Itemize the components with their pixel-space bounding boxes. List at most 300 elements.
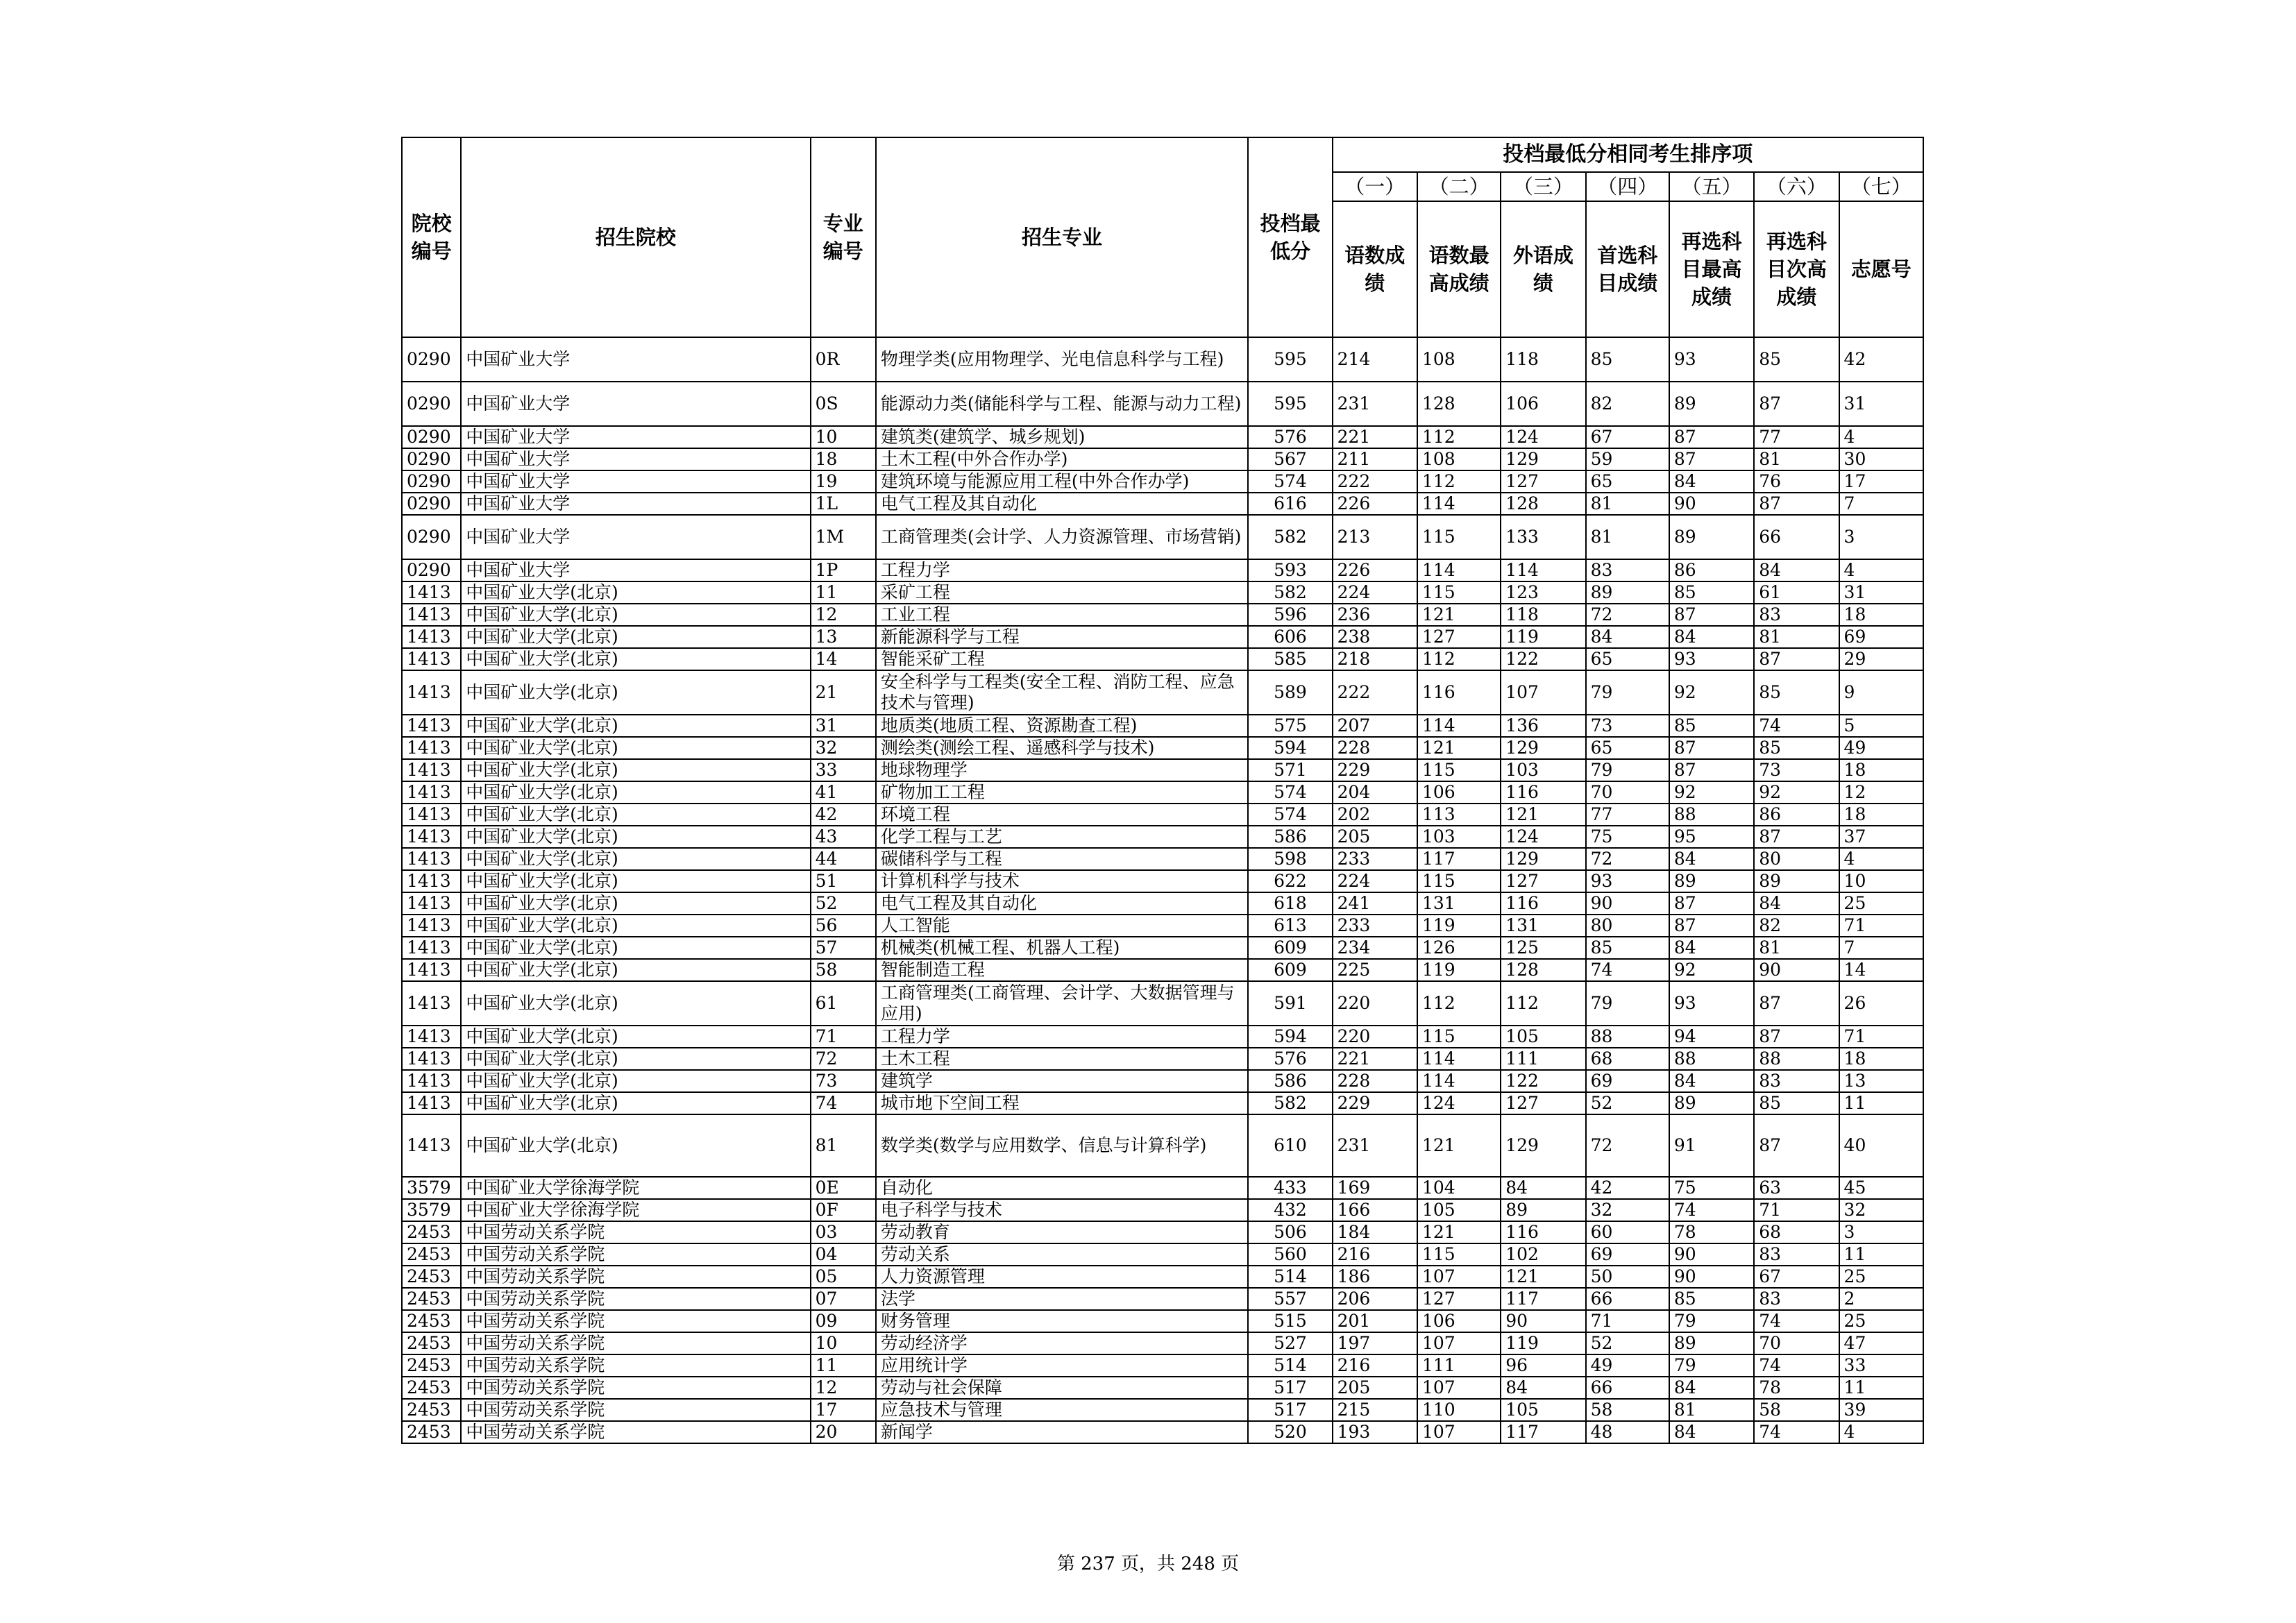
table-row bbox=[402, 1310, 1923, 1332]
table-row bbox=[402, 759, 1923, 781]
score-3-cell: 103 bbox=[1501, 759, 1585, 781]
min-score-cell: 595 bbox=[1248, 382, 1332, 426]
choice-number-cell: 11 bbox=[1839, 1092, 1923, 1114]
score-5-cell: 84 bbox=[1669, 470, 1754, 493]
score-4-cell: 32 bbox=[1586, 1199, 1669, 1221]
score-2-cell: 105 bbox=[1417, 1199, 1501, 1221]
min-score-cell: 598 bbox=[1248, 848, 1332, 870]
min-score-cell: 514 bbox=[1248, 1354, 1332, 1377]
school-name-cell: 中国矿业大学(北京) bbox=[461, 1070, 810, 1092]
major-name-cell: 电子科学与技术 bbox=[876, 1199, 1248, 1221]
score-2-cell: 128 bbox=[1417, 382, 1501, 426]
header-sub-number: （五） bbox=[1669, 172, 1754, 201]
score-3-cell: 121 bbox=[1501, 804, 1585, 826]
min-score-cell: 606 bbox=[1248, 626, 1332, 648]
score-4-cell: 70 bbox=[1586, 781, 1669, 804]
school-code-cell: 1413 bbox=[402, 937, 461, 959]
table-body bbox=[402, 337, 1923, 1443]
choice-number-cell: 25 bbox=[1839, 1266, 1923, 1288]
score-6-cell: 87 bbox=[1754, 493, 1839, 515]
score-4-cell: 65 bbox=[1586, 648, 1669, 670]
school-name-cell: 中国矿业大学 bbox=[461, 559, 810, 581]
score-5-cell: 86 bbox=[1669, 559, 1754, 581]
school-code-cell: 0290 bbox=[402, 470, 461, 493]
school-code-cell: 1413 bbox=[402, 981, 461, 1026]
score-2-cell: 114 bbox=[1417, 559, 1501, 581]
school-name-cell: 中国矿业大学(北京) bbox=[461, 581, 810, 604]
school-name-cell: 中国矿业大学(北京) bbox=[461, 604, 810, 626]
score-2-cell: 117 bbox=[1417, 848, 1501, 870]
school-code-cell: 1413 bbox=[402, 715, 461, 737]
school-code-cell: 0290 bbox=[402, 382, 461, 426]
score-2-cell: 114 bbox=[1417, 1048, 1501, 1070]
min-score-cell: 594 bbox=[1248, 737, 1332, 759]
score-1-cell: 205 bbox=[1333, 1377, 1417, 1399]
score-1-cell: 236 bbox=[1333, 604, 1417, 626]
header-sub-number: （七） bbox=[1839, 172, 1923, 201]
table-row bbox=[402, 826, 1923, 848]
score-1-cell: 233 bbox=[1333, 915, 1417, 937]
min-score-cell: 432 bbox=[1248, 1199, 1332, 1221]
major-name-cell: 采矿工程 bbox=[876, 581, 1248, 604]
major-name-cell: 矿物加工工程 bbox=[876, 781, 1248, 804]
score-4-cell: 84 bbox=[1586, 626, 1669, 648]
table-row bbox=[402, 737, 1923, 759]
min-score-cell: 585 bbox=[1248, 648, 1332, 670]
admission-table bbox=[401, 137, 1924, 1444]
score-5-cell: 87 bbox=[1669, 604, 1754, 626]
major-code-cell: 05 bbox=[811, 1266, 876, 1288]
score-1-cell: 220 bbox=[1333, 981, 1417, 1026]
school-name-cell: 中国矿业大学(北京) bbox=[461, 737, 810, 759]
table-row bbox=[402, 892, 1923, 915]
school-name-cell: 中国矿业大学(北京) bbox=[461, 759, 810, 781]
table-row bbox=[402, 781, 1923, 804]
score-6-cell: 63 bbox=[1754, 1177, 1839, 1199]
major-name-cell: 测绘类(测绘工程、遥感科学与技术) bbox=[876, 737, 1248, 759]
min-score-cell: 586 bbox=[1248, 1070, 1332, 1092]
school-name-cell: 中国矿业大学(北京) bbox=[461, 981, 810, 1026]
score-3-cell: 89 bbox=[1501, 1199, 1585, 1221]
score-3-cell: 118 bbox=[1501, 604, 1585, 626]
score-1-cell: 166 bbox=[1333, 1199, 1417, 1221]
score-3-cell: 121 bbox=[1501, 1266, 1585, 1288]
table-row bbox=[402, 1399, 1923, 1421]
score-5-cell: 84 bbox=[1669, 937, 1754, 959]
school-name-cell: 中国矿业大学(北京) bbox=[461, 670, 810, 715]
score-3-cell: 116 bbox=[1501, 892, 1585, 915]
major-code-cell: 0F bbox=[811, 1199, 876, 1221]
major-code-cell: 57 bbox=[811, 937, 876, 959]
major-name-cell: 应用统计学 bbox=[876, 1354, 1248, 1377]
score-6-cell: 61 bbox=[1754, 581, 1839, 604]
score-1-cell: 231 bbox=[1333, 1114, 1417, 1177]
major-name-cell: 智能采矿工程 bbox=[876, 648, 1248, 670]
school-code-cell: 1413 bbox=[402, 1092, 461, 1114]
score-1-cell: 204 bbox=[1333, 781, 1417, 804]
score-3-cell: 114 bbox=[1501, 559, 1585, 581]
major-code-cell: 12 bbox=[811, 1377, 876, 1399]
school-code-cell: 1413 bbox=[402, 737, 461, 759]
major-code-cell: 44 bbox=[811, 848, 876, 870]
major-name-cell: 工商管理类(会计学、人力资源管理、市场营销) bbox=[876, 515, 1248, 559]
min-score-cell: 576 bbox=[1248, 426, 1332, 448]
min-score-cell: 582 bbox=[1248, 1092, 1332, 1114]
score-3-cell: 105 bbox=[1501, 1399, 1585, 1421]
table-row bbox=[402, 581, 1923, 604]
score-6-cell: 90 bbox=[1754, 959, 1839, 981]
score-2-cell: 131 bbox=[1417, 892, 1501, 915]
score-1-cell: 226 bbox=[1333, 559, 1417, 581]
score-3-cell: 96 bbox=[1501, 1354, 1585, 1377]
school-name-cell: 中国劳动关系学院 bbox=[461, 1221, 810, 1243]
score-3-cell: 111 bbox=[1501, 1048, 1585, 1070]
min-score-cell: 609 bbox=[1248, 959, 1332, 981]
table-row bbox=[402, 1092, 1923, 1114]
major-code-cell: 09 bbox=[811, 1310, 876, 1332]
school-name-cell: 中国矿业大学 bbox=[461, 493, 810, 515]
score-2-cell: 111 bbox=[1417, 1354, 1501, 1377]
major-code-cell: 1L bbox=[811, 493, 876, 515]
major-code-cell: 41 bbox=[811, 781, 876, 804]
major-name-cell: 工程力学 bbox=[876, 1026, 1248, 1048]
choice-number-cell: 2 bbox=[1839, 1288, 1923, 1310]
score-6-cell: 81 bbox=[1754, 448, 1839, 470]
min-score-cell: 589 bbox=[1248, 670, 1332, 715]
school-code-cell: 1413 bbox=[402, 1026, 461, 1048]
school-code-cell: 0290 bbox=[402, 515, 461, 559]
min-score-cell: 520 bbox=[1248, 1421, 1332, 1443]
score-3-cell: 129 bbox=[1501, 848, 1585, 870]
min-score-cell: 574 bbox=[1248, 470, 1332, 493]
score-5-cell: 84 bbox=[1669, 1070, 1754, 1092]
score-2-cell: 112 bbox=[1417, 470, 1501, 493]
min-score-cell: 517 bbox=[1248, 1377, 1332, 1399]
score-3-cell: 106 bbox=[1501, 382, 1585, 426]
school-name-cell: 中国劳动关系学院 bbox=[461, 1421, 810, 1443]
score-4-cell: 82 bbox=[1586, 382, 1669, 426]
score-5-cell: 87 bbox=[1669, 915, 1754, 937]
score-4-cell: 81 bbox=[1586, 515, 1669, 559]
choice-number-cell: 9 bbox=[1839, 670, 1923, 715]
score-4-cell: 79 bbox=[1586, 981, 1669, 1026]
score-3-cell: 84 bbox=[1501, 1177, 1585, 1199]
major-name-cell: 工商管理类(工商管理、会计学、大数据管理与应用) bbox=[876, 981, 1248, 1026]
score-6-cell: 84 bbox=[1754, 892, 1839, 915]
score-2-cell: 115 bbox=[1417, 515, 1501, 559]
school-name-cell: 中国劳动关系学院 bbox=[461, 1288, 810, 1310]
score-6-cell: 74 bbox=[1754, 715, 1839, 737]
school-name-cell: 中国矿业大学(北京) bbox=[461, 715, 810, 737]
score-3-cell: 136 bbox=[1501, 715, 1585, 737]
score-4-cell: 75 bbox=[1586, 826, 1669, 848]
score-3-cell: 127 bbox=[1501, 870, 1585, 892]
score-4-cell: 66 bbox=[1586, 1288, 1669, 1310]
score-5-cell: 75 bbox=[1669, 1177, 1754, 1199]
min-score-cell: 506 bbox=[1248, 1221, 1332, 1243]
score-3-cell: 128 bbox=[1501, 959, 1585, 981]
score-1-cell: 207 bbox=[1333, 715, 1417, 737]
major-name-cell: 应急技术与管理 bbox=[876, 1399, 1248, 1421]
score-6-cell: 70 bbox=[1754, 1332, 1839, 1354]
score-2-cell: 107 bbox=[1417, 1421, 1501, 1443]
score-6-cell: 87 bbox=[1754, 1026, 1839, 1048]
score-6-cell: 82 bbox=[1754, 915, 1839, 937]
major-name-cell: 劳动关系 bbox=[876, 1243, 1248, 1266]
choice-number-cell: 12 bbox=[1839, 781, 1923, 804]
score-3-cell: 122 bbox=[1501, 648, 1585, 670]
school-name-cell: 中国矿业大学(北京) bbox=[461, 1048, 810, 1070]
score-5-cell: 84 bbox=[1669, 1421, 1754, 1443]
score-5-cell: 90 bbox=[1669, 1266, 1754, 1288]
major-code-cell: 12 bbox=[811, 604, 876, 626]
header-school-code: 院校编号 bbox=[402, 137, 461, 337]
choice-number-cell: 18 bbox=[1839, 759, 1923, 781]
score-4-cell: 83 bbox=[1586, 559, 1669, 581]
table-row bbox=[402, 1114, 1923, 1177]
major-code-cell: 10 bbox=[811, 1332, 876, 1354]
school-code-cell: 2453 bbox=[402, 1243, 461, 1266]
major-code-cell: 0S bbox=[811, 382, 876, 426]
score-6-cell: 85 bbox=[1754, 1092, 1839, 1114]
score-1-cell: 214 bbox=[1333, 337, 1417, 382]
table-row bbox=[402, 470, 1923, 493]
school-code-cell: 2453 bbox=[402, 1399, 461, 1421]
choice-number-cell: 4 bbox=[1839, 426, 1923, 448]
school-name-cell: 中国劳动关系学院 bbox=[461, 1399, 810, 1421]
header-school-name: 招生院校 bbox=[461, 137, 810, 337]
score-5-cell: 87 bbox=[1669, 759, 1754, 781]
min-score-cell: 618 bbox=[1248, 892, 1332, 915]
choice-number-cell: 18 bbox=[1839, 1048, 1923, 1070]
score-1-cell: 224 bbox=[1333, 870, 1417, 892]
score-4-cell: 52 bbox=[1586, 1092, 1669, 1114]
major-code-cell: 14 bbox=[811, 648, 876, 670]
major-name-cell: 化学工程与工艺 bbox=[876, 826, 1248, 848]
score-6-cell: 80 bbox=[1754, 848, 1839, 870]
choice-number-cell: 45 bbox=[1839, 1177, 1923, 1199]
score-2-cell: 112 bbox=[1417, 981, 1501, 1026]
choice-number-cell: 25 bbox=[1839, 892, 1923, 915]
score-4-cell: 65 bbox=[1586, 737, 1669, 759]
score-6-cell: 87 bbox=[1754, 1114, 1839, 1177]
score-4-cell: 71 bbox=[1586, 1310, 1669, 1332]
major-code-cell: 32 bbox=[811, 737, 876, 759]
table-row bbox=[402, 1354, 1923, 1377]
score-1-cell: 233 bbox=[1333, 848, 1417, 870]
score-5-cell: 87 bbox=[1669, 448, 1754, 470]
school-code-cell: 2453 bbox=[402, 1332, 461, 1354]
score-5-cell: 84 bbox=[1669, 626, 1754, 648]
school-name-cell: 中国劳动关系学院 bbox=[461, 1310, 810, 1332]
score-2-cell: 121 bbox=[1417, 604, 1501, 626]
score-4-cell: 89 bbox=[1586, 581, 1669, 604]
min-score-cell: 582 bbox=[1248, 515, 1332, 559]
table-row bbox=[402, 1070, 1923, 1092]
score-2-cell: 127 bbox=[1417, 1288, 1501, 1310]
score-1-cell: 216 bbox=[1333, 1354, 1417, 1377]
score-6-cell: 87 bbox=[1754, 826, 1839, 848]
score-4-cell: 65 bbox=[1586, 470, 1669, 493]
table-row bbox=[402, 981, 1923, 1026]
choice-number-cell: 42 bbox=[1839, 337, 1923, 382]
score-1-cell: 231 bbox=[1333, 382, 1417, 426]
score-1-cell: 193 bbox=[1333, 1421, 1417, 1443]
major-code-cell: 61 bbox=[811, 981, 876, 1026]
table-row bbox=[402, 1266, 1923, 1288]
score-4-cell: 69 bbox=[1586, 1070, 1669, 1092]
score-6-cell: 86 bbox=[1754, 804, 1839, 826]
score-1-cell: 206 bbox=[1333, 1288, 1417, 1310]
score-6-cell: 83 bbox=[1754, 1070, 1839, 1092]
score-1-cell: 202 bbox=[1333, 804, 1417, 826]
score-4-cell: 88 bbox=[1586, 1026, 1669, 1048]
school-name-cell: 中国矿业大学(北京) bbox=[461, 1092, 810, 1114]
table-row bbox=[402, 915, 1923, 937]
table-row bbox=[402, 648, 1923, 670]
choice-number-cell: 13 bbox=[1839, 1070, 1923, 1092]
min-score-cell: 595 bbox=[1248, 337, 1332, 382]
major-code-cell: 0R bbox=[811, 337, 876, 382]
major-name-cell: 能源动力类(储能科学与工程、能源与动力工程) bbox=[876, 382, 1248, 426]
score-3-cell: 119 bbox=[1501, 626, 1585, 648]
table-row bbox=[402, 1288, 1923, 1310]
choice-number-cell: 71 bbox=[1839, 915, 1923, 937]
major-code-cell: 20 bbox=[811, 1421, 876, 1443]
table-row bbox=[402, 848, 1923, 870]
score-2-cell: 104 bbox=[1417, 1177, 1501, 1199]
min-score-cell: 574 bbox=[1248, 781, 1332, 804]
school-code-cell: 2453 bbox=[402, 1421, 461, 1443]
min-score-cell: 609 bbox=[1248, 937, 1332, 959]
major-code-cell: 04 bbox=[811, 1243, 876, 1266]
header-major-name: 招生专业 bbox=[876, 137, 1248, 337]
major-name-cell: 安全科学与工程类(安全工程、消防工程、应急技术与管理) bbox=[876, 670, 1248, 715]
table-row bbox=[402, 1243, 1923, 1266]
score-5-cell: 74 bbox=[1669, 1199, 1754, 1221]
score-2-cell: 114 bbox=[1417, 493, 1501, 515]
choice-number-cell: 32 bbox=[1839, 1199, 1923, 1221]
school-name-cell: 中国劳动关系学院 bbox=[461, 1377, 810, 1399]
score-6-cell: 83 bbox=[1754, 1243, 1839, 1266]
major-code-cell: 0E bbox=[811, 1177, 876, 1199]
major-code-cell: 18 bbox=[811, 448, 876, 470]
school-code-cell: 1413 bbox=[402, 804, 461, 826]
school-name-cell: 中国劳动关系学院 bbox=[461, 1354, 810, 1377]
score-5-cell: 89 bbox=[1669, 870, 1754, 892]
score-3-cell: 90 bbox=[1501, 1310, 1585, 1332]
score-3-cell: 127 bbox=[1501, 470, 1585, 493]
score-6-cell: 85 bbox=[1754, 670, 1839, 715]
min-score-cell: 571 bbox=[1248, 759, 1332, 781]
score-6-cell: 81 bbox=[1754, 626, 1839, 648]
school-name-cell: 中国矿业大学(北京) bbox=[461, 892, 810, 915]
score-2-cell: 121 bbox=[1417, 737, 1501, 759]
min-score-cell: 515 bbox=[1248, 1310, 1332, 1332]
choice-number-cell: 4 bbox=[1839, 1421, 1923, 1443]
score-4-cell: 90 bbox=[1586, 892, 1669, 915]
score-1-cell: 184 bbox=[1333, 1221, 1417, 1243]
choice-number-cell: 37 bbox=[1839, 826, 1923, 848]
score-4-cell: 80 bbox=[1586, 915, 1669, 937]
min-score-cell: 613 bbox=[1248, 915, 1332, 937]
choice-number-cell: 30 bbox=[1839, 448, 1923, 470]
major-name-cell: 劳动与社会保障 bbox=[876, 1377, 1248, 1399]
score-2-cell: 103 bbox=[1417, 826, 1501, 848]
score-5-cell: 92 bbox=[1669, 959, 1754, 981]
score-2-cell: 114 bbox=[1417, 1070, 1501, 1092]
header-sub-number: （六） bbox=[1754, 172, 1839, 201]
school-code-cell: 1413 bbox=[402, 826, 461, 848]
major-name-cell: 环境工程 bbox=[876, 804, 1248, 826]
score-3-cell: 124 bbox=[1501, 826, 1585, 848]
school-code-cell: 1413 bbox=[402, 892, 461, 915]
choice-number-cell: 14 bbox=[1839, 959, 1923, 981]
score-1-cell: 229 bbox=[1333, 1092, 1417, 1114]
choice-number-cell: 3 bbox=[1839, 515, 1923, 559]
score-3-cell: 117 bbox=[1501, 1421, 1585, 1443]
score-4-cell: 58 bbox=[1586, 1399, 1669, 1421]
school-code-cell: 0290 bbox=[402, 559, 461, 581]
score-5-cell: 92 bbox=[1669, 670, 1754, 715]
header-sub-label: 外语成绩 bbox=[1501, 201, 1585, 337]
min-score-cell: 593 bbox=[1248, 559, 1332, 581]
major-name-cell: 机械类(机械工程、机器人工程) bbox=[876, 937, 1248, 959]
score-3-cell: 131 bbox=[1501, 915, 1585, 937]
score-4-cell: 72 bbox=[1586, 848, 1669, 870]
school-code-cell: 2453 bbox=[402, 1288, 461, 1310]
header-sub-label: 首选科目成绩 bbox=[1586, 201, 1669, 337]
major-name-cell: 工业工程 bbox=[876, 604, 1248, 626]
header-sub-label: 志愿号 bbox=[1839, 201, 1923, 337]
score-2-cell: 108 bbox=[1417, 337, 1501, 382]
major-name-cell: 建筑学 bbox=[876, 1070, 1248, 1092]
score-3-cell: 123 bbox=[1501, 581, 1585, 604]
major-code-cell: 33 bbox=[811, 759, 876, 781]
major-name-cell: 人力资源管理 bbox=[876, 1266, 1248, 1288]
score-6-cell: 67 bbox=[1754, 1266, 1839, 1288]
major-code-cell: 1P bbox=[811, 559, 876, 581]
choice-number-cell: 7 bbox=[1839, 493, 1923, 515]
score-3-cell: 127 bbox=[1501, 1092, 1585, 1114]
score-2-cell: 114 bbox=[1417, 715, 1501, 737]
school-code-cell: 2453 bbox=[402, 1354, 461, 1377]
score-6-cell: 87 bbox=[1754, 648, 1839, 670]
header-sub-label: 再选科目最高成绩 bbox=[1669, 201, 1754, 337]
score-4-cell: 50 bbox=[1586, 1266, 1669, 1288]
major-name-cell: 建筑环境与能源应用工程(中外合作办学) bbox=[876, 470, 1248, 493]
score-3-cell: 84 bbox=[1501, 1377, 1585, 1399]
school-name-cell: 中国矿业大学 bbox=[461, 426, 810, 448]
major-code-cell: 31 bbox=[811, 715, 876, 737]
major-name-cell: 物理学类(应用物理学、光电信息科学与工程) bbox=[876, 337, 1248, 382]
school-code-cell: 1413 bbox=[402, 1070, 461, 1092]
school-name-cell: 中国矿业大学(北京) bbox=[461, 870, 810, 892]
school-name-cell: 中国矿业大学 bbox=[461, 515, 810, 559]
major-code-cell: 19 bbox=[811, 470, 876, 493]
major-name-cell: 劳动经济学 bbox=[876, 1332, 1248, 1354]
score-4-cell: 93 bbox=[1586, 870, 1669, 892]
school-name-cell: 中国矿业大学(北京) bbox=[461, 804, 810, 826]
min-score-cell: 616 bbox=[1248, 493, 1332, 515]
school-name-cell: 中国矿业大学(北京) bbox=[461, 959, 810, 981]
major-code-cell: 21 bbox=[811, 670, 876, 715]
score-2-cell: 112 bbox=[1417, 426, 1501, 448]
score-1-cell: 228 bbox=[1333, 1070, 1417, 1092]
score-4-cell: 48 bbox=[1586, 1421, 1669, 1443]
score-1-cell: 238 bbox=[1333, 626, 1417, 648]
score-4-cell: 68 bbox=[1586, 1048, 1669, 1070]
